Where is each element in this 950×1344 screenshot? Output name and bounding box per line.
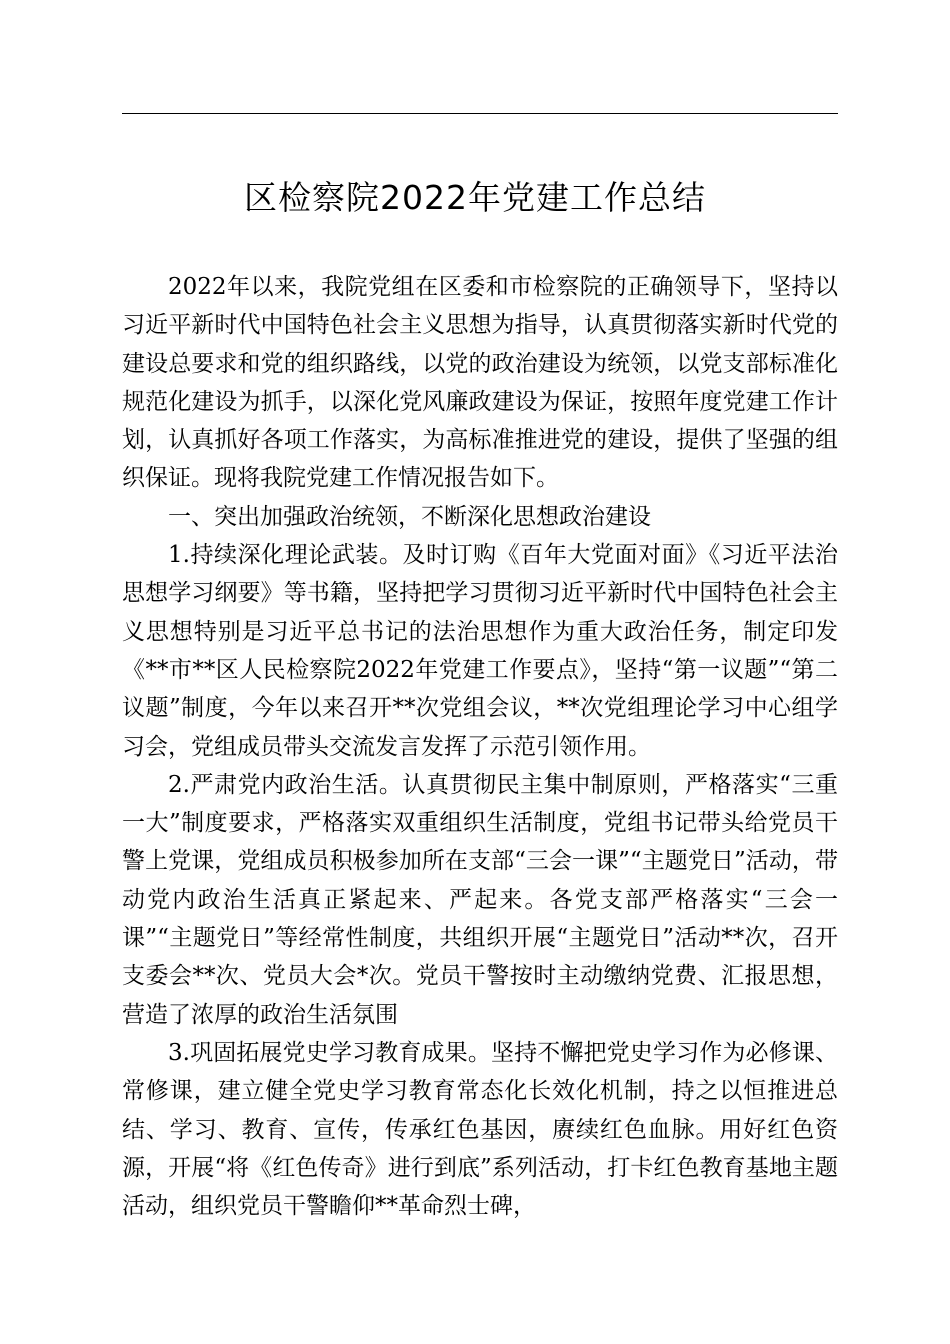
intro-paragraph: 2022年以来，我院党组在区委和市检察院的正确领导下，坚持以习近平新时代中国特色社会主义思想为指导，认真贯彻落实新时代党的建设总要求和党的组织路线，以党的政治建设为统领，以党支部标准化规范化建设为抓手，以深化党风廉政建设为保证，按照年度党建工作计划，认真抓好各项工作落实，为高标准推进党的建设，提供了坚强的组织保证。现将我院党建工作情况报告如下。 — [122, 274, 838, 492]
item-paragraph-3: 3.巩固拓展党史学习教育成果。坚持不懈把党史学习作为必修课、常修课，建立健全党史学习教育常态化长效化机制，持之以恒推进总结、学习、教育、宣传，传承红色基因，赓续红色血脉。用好红色资源，开展“将《红色传奇》进行到底”系列活动，打卡红色教育基地主题活动，组织党员干警瞻仰**革命烈士碑， — [122, 1039, 838, 1220]
item-paragraph-2: 2.严肃党内政治生活。认真贯彻民主集中制原则，严格落实“三重一大”制度要求，严格落实双重组织生活制度，党组书记带头给党员干警上党课，党组成员积极参加所在支部“三会一课”“主题党日”活动，带动党内政治生活真正紧起来、严起来。各党支部严格落实“三会一课”“主题党日”等经常性制度，共组织开展“主题党日”活动**次，召开支委会**次、党员大会*次。党员干警按时主动缴纳党费、汇报思想，营造了浓厚的政治生活氛围 — [122, 771, 838, 1028]
header-rule — [122, 113, 838, 114]
document-title: 区检察院2022年党建工作总结 — [244, 178, 706, 217]
item-paragraph-1: 1.持续深化理论武装。及时订购《百年大党面对面》《习近平法治思想学习纲要》等书籍，坚持把学习贯彻习近平新时代中国特色社会主义思想特别是习近平总书记的法治思想作为重大政治任务，制定印发《**市**区人民检察院2022年党建工作要点》，坚持“第一议题”“第二议题”制度，今年以来召开**次党组会议，**次党组理论学习中心组学习会，党组成员带头交流发言发挥了示范引领作用。 — [122, 542, 838, 760]
section-heading-1: 一、突出加强政治统领，不断深化思想政治建设 — [168, 503, 651, 530]
document-body — [122, 268, 838, 1225]
